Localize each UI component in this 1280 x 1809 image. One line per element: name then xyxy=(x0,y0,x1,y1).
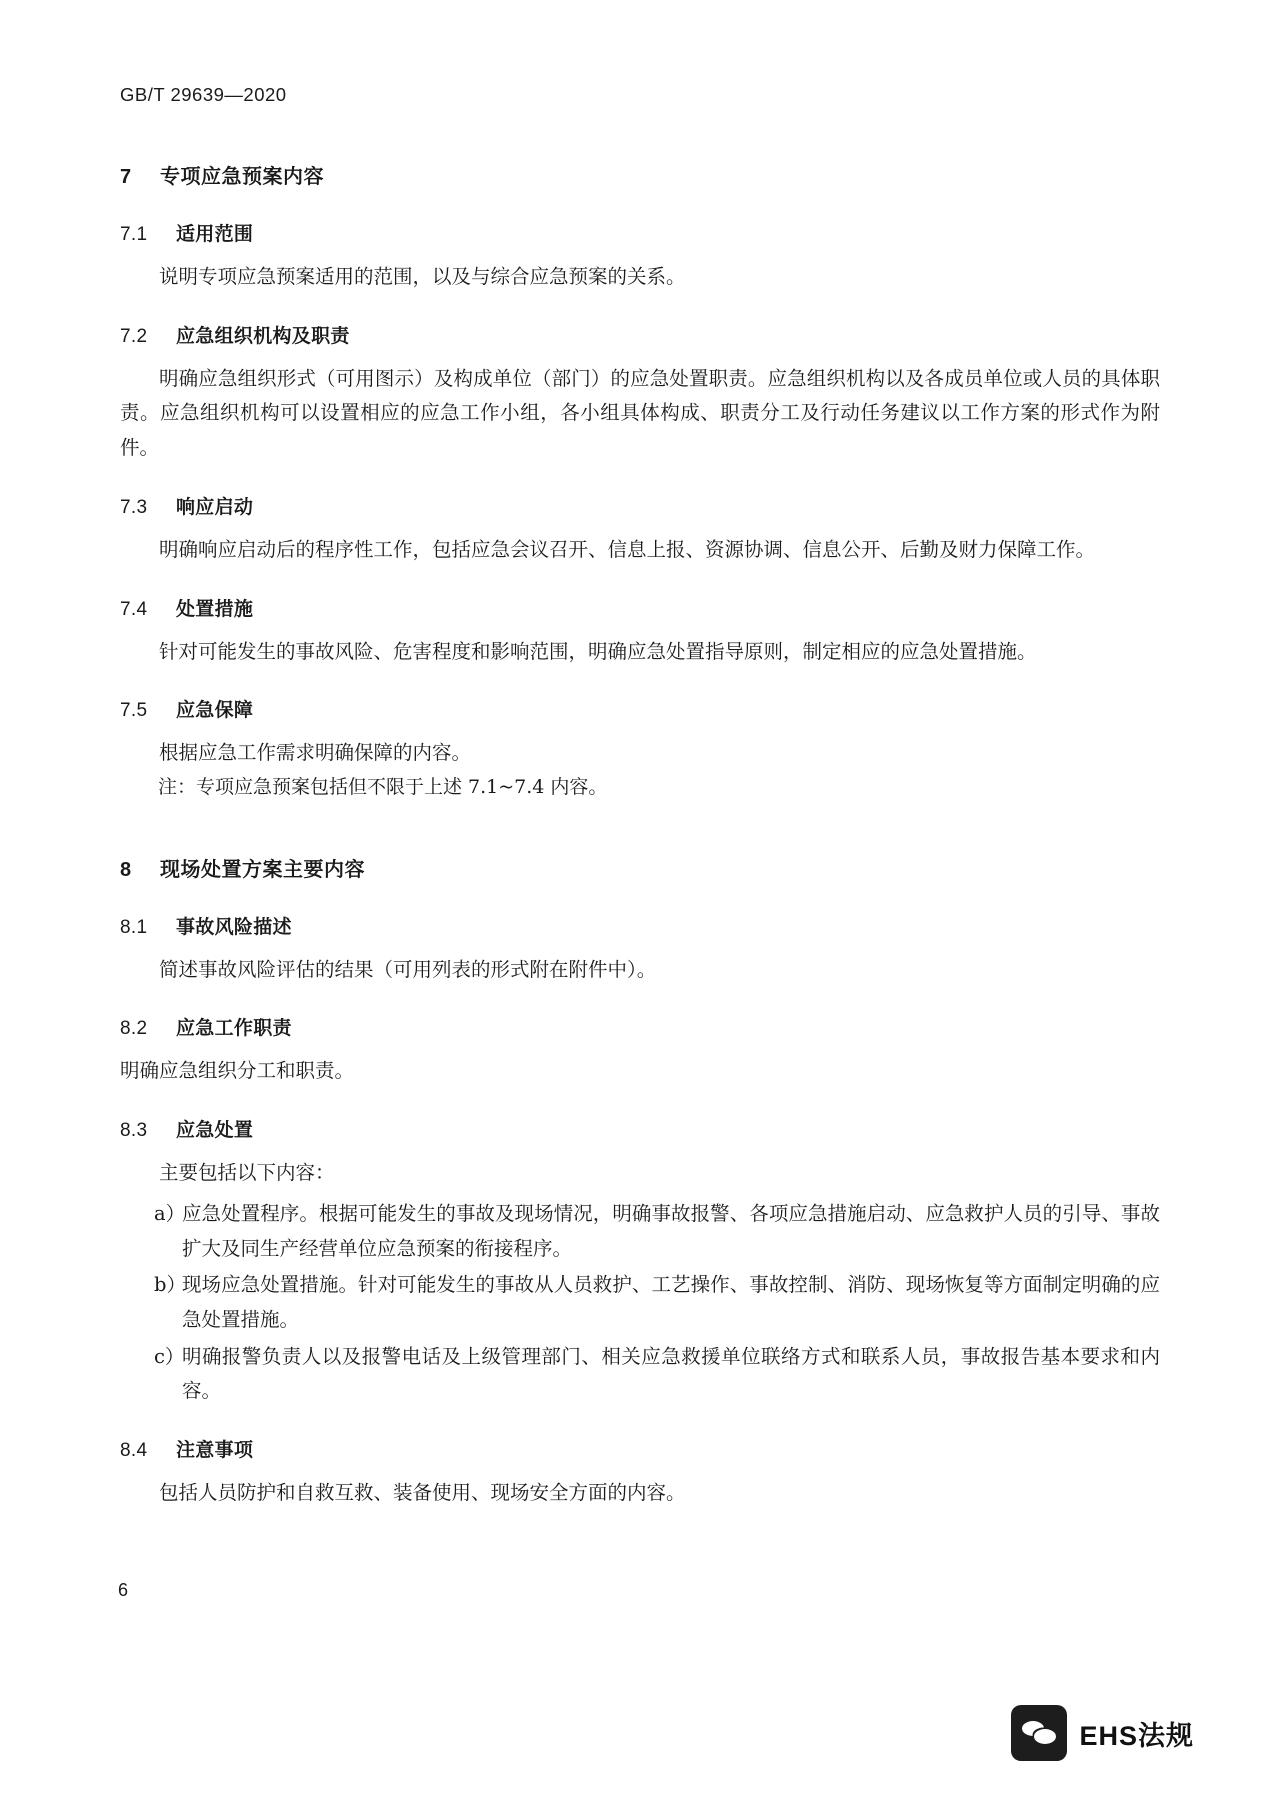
subclause-7-3-number: 7.3 xyxy=(120,496,148,518)
subclause-8-4-paragraph: 包括人员防护和自救互救、装备使用、现场安全方面的内容。 xyxy=(159,1481,686,1505)
list-item xyxy=(120,1197,1160,1266)
subclause-7-4-label: 处置措施 xyxy=(176,598,254,620)
list-item-marker: a） xyxy=(154,1201,186,1225)
subclause-8-3-label: 应急处置 xyxy=(176,1120,254,1142)
list-item-marker: c） xyxy=(154,1344,185,1368)
subclause-7-5 xyxy=(120,695,1160,805)
subclause-8-3-paragraph: 主要包括以下内容： xyxy=(159,1161,335,1185)
subclause-7-2-number: 7.2 xyxy=(120,325,148,347)
subclause-8-1 xyxy=(120,912,1160,988)
subclause-8-2-number: 8.2 xyxy=(120,1018,148,1040)
subclause-8-1-label: 事故风险描述 xyxy=(176,916,292,938)
clause-7-number: 7 xyxy=(120,166,132,188)
subclause-7-5-label: 应急保障 xyxy=(176,700,254,722)
subclause-8-2 xyxy=(120,1013,1160,1089)
list-item xyxy=(120,1340,1160,1409)
subclause-8-2-paragraph: 明确应急组织分工和职责。 xyxy=(120,1059,355,1083)
subclause-8-1-number: 8.1 xyxy=(120,916,148,938)
subclause-7-1-label: 适用范围 xyxy=(176,224,254,245)
subclause-7-4-heading xyxy=(120,594,1160,621)
list-item xyxy=(120,1268,1160,1337)
subclause-7-4 xyxy=(120,594,1160,670)
subclause-7-1-number: 7.1 xyxy=(120,224,148,245)
subclause-8-3 xyxy=(120,1115,1160,1409)
subclause-8-2-label: 应急工作职责 xyxy=(176,1018,292,1040)
subclause-8-4-number: 8.4 xyxy=(120,1440,148,1462)
subclause-7-5-note: 注：专项应急预案包括但不限于上述 7.1~7.4 内容。 xyxy=(158,775,608,798)
subclause-7-1 xyxy=(120,219,1160,295)
page-number: 6 xyxy=(118,1580,129,1600)
clause-8-number: 8 xyxy=(120,858,132,881)
subclause-8-4-label: 注意事项 xyxy=(176,1440,254,1462)
subclause-7-2-heading xyxy=(120,321,1160,348)
subclause-8-2-heading xyxy=(120,1013,1160,1040)
clause-8-title xyxy=(120,853,1160,882)
list-item-text: 应急处置程序。根据可能发生的事故及现场情况，明确事故报警、各项应急措施启动、应急救护人员的引导、事故扩大及同生产经营单位应急预案的衔接程序。 xyxy=(182,1201,1160,1260)
subclause-8-4 xyxy=(120,1435,1160,1511)
watermark-label: EHS法规 xyxy=(1079,1720,1194,1751)
subclause-7-2-label: 应急组织机构及职责 xyxy=(176,325,350,347)
clause-heading-7 xyxy=(120,160,1160,189)
clause-7-label: 专项应急预案内容 xyxy=(160,166,324,188)
list-item-text: 现场应急处置措施。针对可能发生的事故从人员救护、工艺操作、事故控制、消防、现场恢复等方面制定明确的应急处置措施。 xyxy=(182,1273,1160,1331)
subclause-8-1-paragraph: 简述事故风险评估的结果（可用列表的形式附在附件中）。 xyxy=(159,957,657,981)
wechat-icon xyxy=(1011,1705,1067,1761)
list-item-text: 明确报警负责人以及报警电话及上级管理部门、相关应急救援单位联络方式和联系人员，事故报告基本要求和内容。 xyxy=(182,1344,1160,1403)
subclause-7-3-heading xyxy=(120,492,1160,519)
subclause-7-3-paragraph: 明确响应启动后的程序性工作，包括应急会议召开、信息上报、资源协调、信息公开、后勤及财力保障工作。 xyxy=(159,537,1096,561)
subclause-8-3-list xyxy=(120,1197,1160,1409)
subclause-7-1-paragraph: 说明专项应急预案适用的范围，以及与综合应急预案的关系。 xyxy=(159,265,686,288)
subclause-7-1-heading xyxy=(120,219,1160,246)
subclause-7-3-label: 响应启动 xyxy=(176,496,254,518)
clause-7-title xyxy=(120,160,1160,189)
list-item-marker: b） xyxy=(154,1273,186,1297)
clause-heading-8 xyxy=(120,853,1160,882)
subclause-7-5-number: 7.5 xyxy=(120,700,148,722)
subclause-7-2-paragraph: 明确应急组织形式（可用图示）及构成单位（部门）的应急处置职责。应急组织机构以及各成员单位或人员的具体职责。应急组织机构可以设置相应的应急工作小组，各小组具体构成、职责分工及行动任务建议以工作方案的形式作为附件。 xyxy=(120,366,1160,460)
subclause-7-2 xyxy=(120,321,1160,466)
subclause-8-3-heading xyxy=(120,1115,1160,1142)
subclause-7-4-number: 7.4 xyxy=(120,598,148,620)
subclause-7-5-paragraph: 根据应急工作需求明确保障的内容。 xyxy=(159,741,472,765)
standard-id-header: GB/T 29639—2020 xyxy=(120,84,287,105)
subclause-7-3 xyxy=(120,492,1160,568)
subclause-8-4-heading xyxy=(120,1435,1160,1462)
subclause-8-3-number: 8.3 xyxy=(120,1120,148,1142)
subclause-7-4-paragraph: 针对可能发生的事故风险、危害程度和影响范围，明确应急处置指导原则，制定相应的应急处置措施。 xyxy=(159,639,1037,663)
clause-8-label: 现场处置方案主要内容 xyxy=(160,858,365,881)
subclause-8-1-heading xyxy=(120,912,1160,939)
subclause-7-5-heading xyxy=(120,695,1160,722)
watermark xyxy=(1011,1705,1194,1761)
